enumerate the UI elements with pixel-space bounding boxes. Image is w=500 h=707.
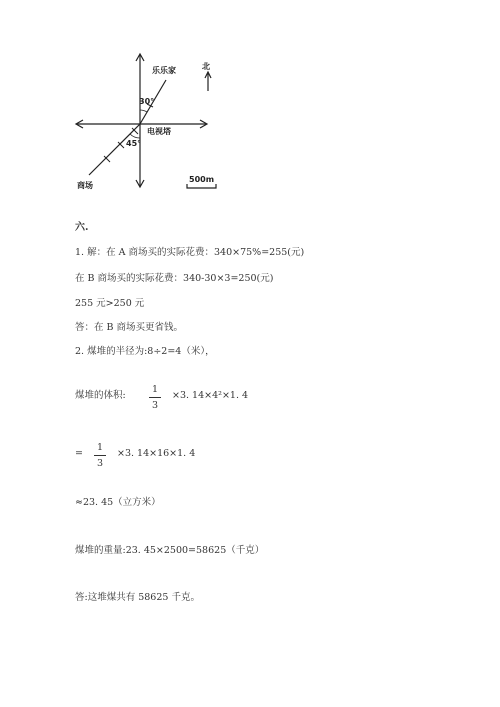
- q1-line-2: 在 B 商场买的实际花费：340-30×3=250(元): [75, 273, 274, 284]
- equals-sign: =: [75, 448, 83, 459]
- fraction-one-third-2: [94, 441, 106, 470]
- volume-result: ≈23. 45（立方米）: [75, 497, 161, 508]
- fraction-denominator: 3: [96, 458, 104, 469]
- q1-line-1: 1. 解：在 A 商场买的实际花费：340×75%=255(元): [75, 247, 305, 258]
- q1-answer: 答：在 B 商场买更省钱。: [75, 322, 184, 333]
- q1-line-3: 255 元>250 元: [75, 298, 145, 309]
- fraction-numerator: 1: [96, 442, 104, 453]
- volume-calc: ×3. 14×16×1. 4: [117, 448, 196, 459]
- direction-diagram: [0, 0, 500, 200]
- angle-arc-30: [140, 110, 147, 112]
- volume-label: 煤堆的体积:: [75, 390, 126, 401]
- scale-bar: [187, 184, 216, 188]
- route-to-mall: [89, 124, 140, 175]
- q2-line-1: 2. 煤堆的半径为:8÷2=4（米），: [75, 346, 215, 357]
- label-north: 北: [202, 62, 210, 71]
- fraction-bar: [149, 397, 161, 398]
- angle-label-45: 45°: [126, 139, 142, 148]
- q2-answer: 答:这堆煤共有 58625 千克。: [75, 592, 200, 603]
- label-tower: 电视塔: [147, 127, 171, 136]
- fraction-one-third: [149, 383, 161, 412]
- fraction-numerator: 1: [151, 384, 159, 395]
- fraction-bar: [94, 455, 106, 456]
- scale-label: 500m: [189, 175, 215, 184]
- angle-arc-45: [130, 134, 140, 138]
- fraction-denominator: 3: [151, 400, 159, 411]
- section-title: 六.: [75, 222, 89, 233]
- angle-label-30: 30°: [139, 97, 155, 106]
- label-mall: 商场: [77, 181, 93, 190]
- label-home: 乐乐家: [152, 66, 176, 75]
- weight-calc: 煤堆的重量:23. 45×2500=58625（千克）: [75, 545, 265, 556]
- volume-formula: ×3. 14×4²×1. 4: [172, 390, 249, 401]
